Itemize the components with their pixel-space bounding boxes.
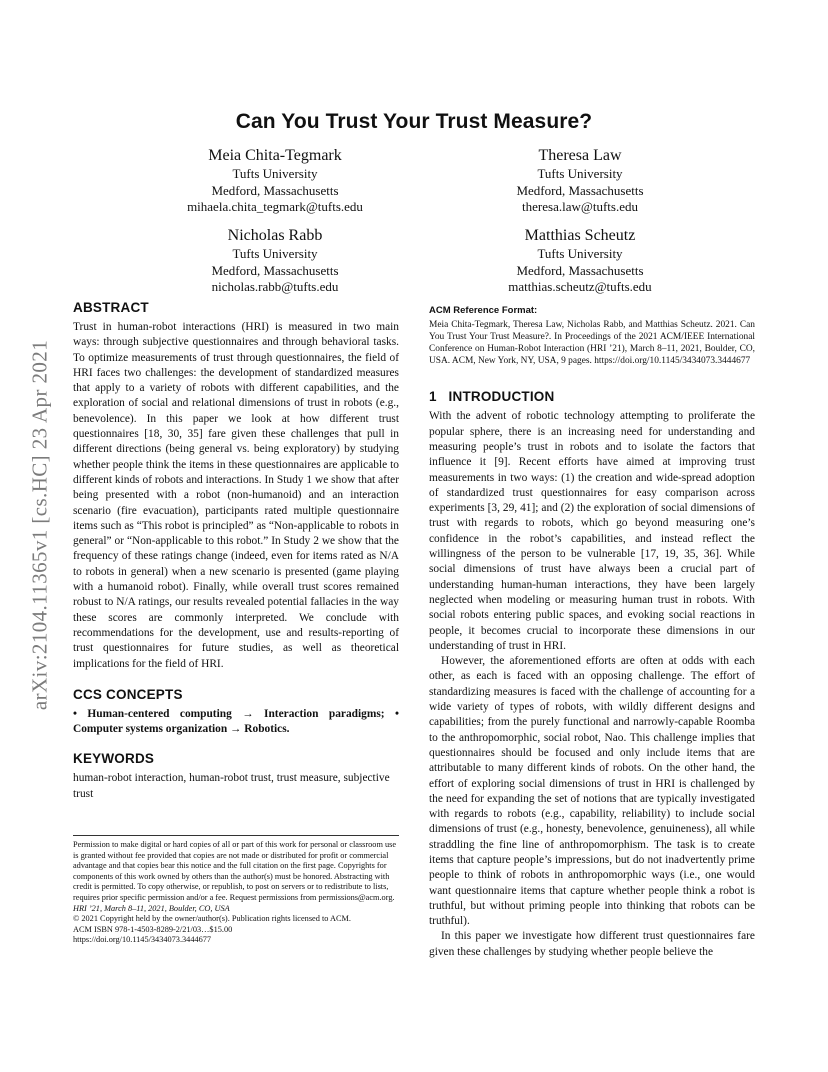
reference-format-text: Meia Chita-Tegmark, Theresa Law, Nicholas Rabb, and Matthias Scheutz. 2021. Can You Trust Your Trust Measure?. In Proceedings of the 2021 ACM/IEEE International Conference on Human-Robot Interaction (HRI ’21), March 8–11, 2021, Boulder, CO, USA. ACM, New York, NY, USA, 9 pages. https://doi.org/10.1145/3434073.3444677 [429,320,755,367]
author-affiliation: Tufts University [537,166,623,181]
keywords-heading: KEYWORDS [73,751,155,767]
author-name: Nicholas Rabb [227,227,323,244]
venue-line: HRI ’21, March 8–11, 2021, Boulder, CO, USA [73,903,230,913]
author-name: Matthias Scheutz [524,227,636,244]
author-name: Theresa Law [538,147,622,164]
author-block [450,146,710,216]
isbn-line: ACM ISBN 978-1-4503-8289-2/21/03…$15.00 [73,924,233,934]
footnote-rule [73,835,399,836]
paper-title: Can You Trust Your Trust Measure? [235,110,593,133]
author-location: Medford, Massachusetts [516,262,644,278]
copyright-line: © 2021 Copyright held by the owner/author(s). Publication rights licensed to ACM. [73,914,351,924]
arxiv-stamp [20,290,60,760]
author-affiliation: Tufts University [232,166,318,181]
ccs-text: • Human-centered computing → Interaction paradigms; • Computer systems organization → Robotics. [73,707,399,736]
author-block [450,226,710,296]
introduction-heading: 1 INTRODUCTION [429,389,555,405]
author-affiliation: Tufts University [232,246,318,261]
intro-paragraph: In this paper we investigate how different trust questionnaires fare given these challenges by studying whether people believe the [429,930,755,958]
intro-paragraph: However, the aforementioned efforts are often at odds with each other, as each is faced with an opposing challenge. The effort of standardizing measures is faced with the challenge of accounting for a wide variety of types of robots, with wildly different designs and capabilities; from the purely functional and narrowly-capable Roomba to the anthropomorphic, social robot, Nao. This challenge implies that questionnaires should be focused and only include items that are attributable to many different kinds of robots. On the other hand, the effort of exploring social dimensions of trust in HRI is challenged by the need for expanding the set of notions that are typically investigated with regards to robots (e.g., capability, reliability) to include social dimensions of trust (e.g., honesty, benevolence, genuineness), all while straddling the fine line of anthropomorphism. The task is to create items that capture people’s impressions, but do not inadvertently prime people to think of robots in anthropomorphic ways (i.e., one would want questionnaire items that capture whether people think a robot is truthful, but without priming people into thinking that robots can be truthful). [429,655,755,928]
keywords-text: human-robot interaction, human-robot trust, trust measure, subjective trust [73,772,390,800]
author-name: Meia Chita-Tegmark [208,147,342,164]
permission-text: Permission to make digital or hard copies of all or part of this work for personal or classroom use is granted without fee provided that copies are not made or distributed for profit or commercial advantage and that copies bear this notice and the full citation on the first page. Copyrights for components of this work owned by others than the author(s) must be honored. Abstracting with credit is permitted. To copy otherwise, or republish, to post on servers or to redistribute to lists, requires prior specific permission and/or a fee. Request permissions from permissions@acm.org. [73,840,397,902]
introduction-body [429,409,755,960]
permission-block [73,835,399,946]
abstract-text: Trust in human-robot interactions (HRI) is measured in two main ways: through subjective questionnaires and through behavioral tasks. To optimize measurements of trust through questionnaires, the field of HRI faces two challenges: the development of standardized measures that apply to a variety of robots with different capabilities, and the exploration of social and relational dimensions of trust in robots (e.g., benevolence). In this paper we look at how different trust questionnaires [18, 30, 35] fare given these challenges that pull in different directions (being general vs. being exploratory) by studying whether people think the items in these questionnaires are applicable to different kinds of robots and interactions. In Study 1 we show that after being presented with a robot (non-humanoid) and an interaction scenario (fire evacuation), participants rated multiple questionnaire items such as “This robot is principled” as “Non-applicable to robots in general” or “Non-applicable to this robot.” In Study 2 we show that the frequency of these ratings change (indeed, even for items rated as N/A to robots in general) when a new scenario is presented (game playing with a humanoid robot). Finally, while overall trust scores remained robust to N/A ratings, our results revealed potential fallacies in the way these scores are commonly interpreted. We conclude with recommendations for the development, use and results-reporting of trust questionnaires for future studies, as well as theoretical implications for the field of HRI. [73,321,399,670]
author-email: theresa.law@tufts.edu [522,199,638,214]
doi-link[interactable]: https://doi.org/10.1145/3434073.3444677 [73,935,212,945]
author-email: mihaela.chita_tegmark@tufts.edu [187,199,363,214]
left-column [73,300,399,802]
abstract-heading: ABSTRACT [73,300,149,315]
author-email: matthias.scheutz@tufts.edu [508,279,652,294]
reference-format-heading: ACM Reference Format: [429,305,538,316]
arxiv-id: arXiv:2104.11365v1 [cs.HC] 23 Apr 2021 [27,339,52,711]
right-column [429,305,755,960]
author-location: Medford, Massachusetts [211,182,339,198]
author-block [140,226,410,296]
intro-paragraph: With the advent of robotic technology attempting to proliferate the popular sphere, there is an increasing need for understanding and measuring people’s trust in robots and to isolate the factors that influence it [9]. Recent efforts have aimed at improving trust measurements in two ways: (1) the creation and wide-spread adoption of standardized trust questionnaires for easy comparison across experiments [3, 29, 41]; and (2) the exploration of social dimensions of trust with regards to robots, which go beyond measuring one’s confidence in the robot’s capabilities, and instead reflect the willingness of the person to be vulnerable [17, 19, 35, 36]. While social dimensions of trust have always been a crucial part of understanding human-human interactions, they have been largely neglected when modeling or measuring human trust in robots. With social robots entering public spaces, and evoking social reactions in people, it becomes crucial to incorporate these dimensions in our understanding of trust in HRI. [429,410,755,652]
ccs-heading: CCS CONCEPTS [73,686,183,702]
author-location: Medford, Massachusetts [516,182,644,198]
author-email: nicholas.rabb@tufts.edu [211,279,339,294]
author-affiliation: Tufts University [537,246,623,261]
author-block [140,146,410,216]
author-location: Medford, Massachusetts [211,262,339,278]
